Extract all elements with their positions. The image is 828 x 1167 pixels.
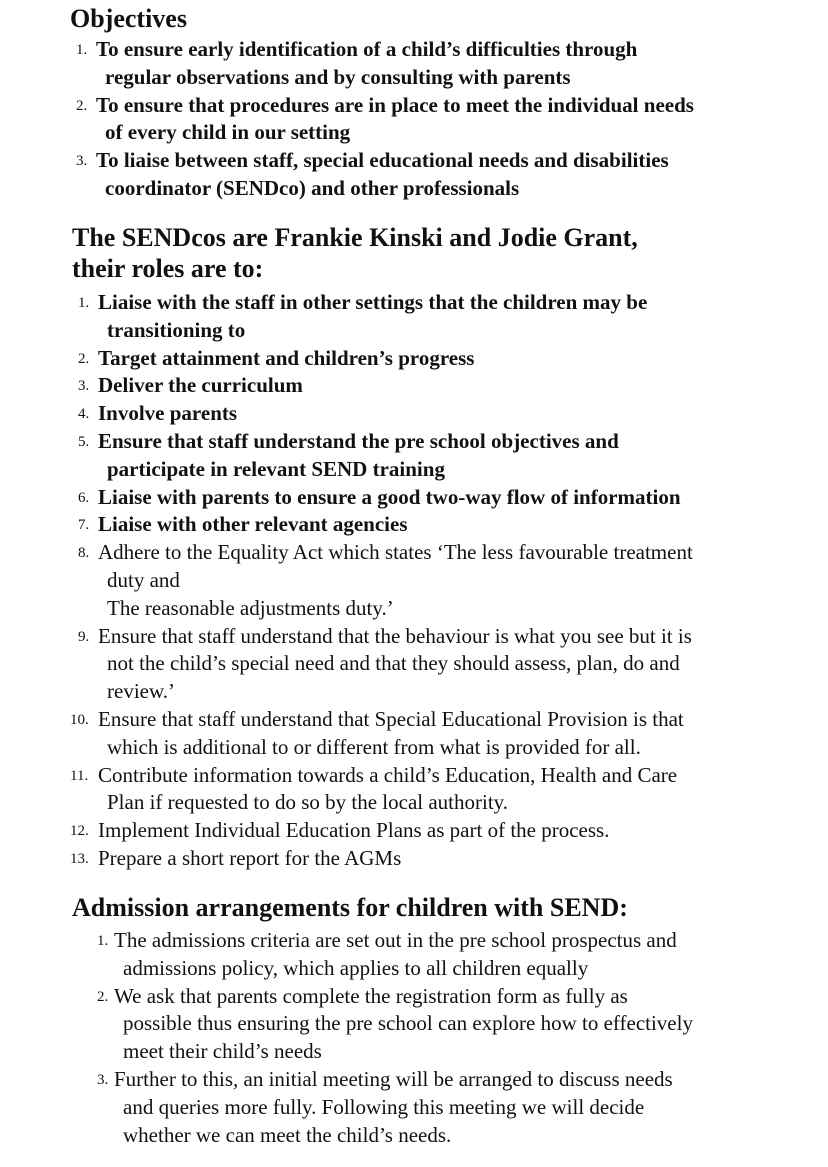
list-item-text-line: possible thus ensuring the pre school can explore how to effectively <box>123 1011 693 1036</box>
list-number: 2. <box>76 97 88 114</box>
list-item <box>78 539 693 622</box>
list-number: 12. <box>70 823 89 840</box>
list-item-text-line: Ensure that staff understand the pre school objectives and <box>98 428 619 453</box>
list-item-text-line: review.’ <box>107 679 176 704</box>
list-item-text-line: admissions policy, which applies to all children equally <box>123 955 589 980</box>
list-item-text-line: of every child in our setting <box>105 120 351 145</box>
list-item <box>78 511 693 539</box>
sendcos-heading-line1: The SENDcos are Frankie Kinski and Jodie Grant, <box>72 223 638 252</box>
list-item-text-line: Liaise with the staff in other settings that the children may be <box>98 290 648 314</box>
list-number: 5. <box>78 433 90 450</box>
list-number: 3. <box>76 153 88 170</box>
list-item <box>70 762 693 818</box>
list-item-text-line: coordinator (SENDco) and other professionals <box>105 175 520 200</box>
list-number: 1. <box>97 933 109 949</box>
list-item-text-line: Ensure that staff understand that Special Educational Provision is that <box>98 706 684 731</box>
list-number: 7. <box>78 517 90 534</box>
list-item <box>76 92 694 148</box>
list-item <box>97 927 693 983</box>
list-number: 1. <box>76 42 88 58</box>
list-item-text-line: Liaise with parents to ensure a good two-way flow of information <box>98 484 681 509</box>
list-item <box>97 1066 693 1149</box>
list-item-text-line: duty and <box>107 567 180 592</box>
list-number: 3. <box>97 1071 109 1088</box>
list-item <box>78 289 693 345</box>
list-item <box>78 484 693 512</box>
list-number: 1. <box>78 295 90 311</box>
list-item-text-line: The reasonable adjustments duty.’ <box>107 595 394 620</box>
list-item-text-line: regular observations and by consulting with parents <box>105 64 571 89</box>
list-number: 8. <box>78 545 90 562</box>
list-item <box>70 845 693 873</box>
list-item-text-line: Prepare a short report for the AGMs <box>98 845 402 870</box>
list-item-text-line: To ensure that procedures are in place to meet the individual needs <box>96 92 694 117</box>
list-item-text-line: Ensure that staff understand that the behaviour is what you see but it is <box>98 623 692 648</box>
list-item-text-line: meet their child’s needs <box>123 1039 322 1064</box>
list-item-text-line: transitioning to <box>107 317 246 342</box>
list-item-text-line: not the child’s special need and that they should assess, plan, do and <box>107 651 680 676</box>
list-item <box>78 428 693 484</box>
list-item <box>78 400 693 428</box>
list-item <box>78 372 693 400</box>
list-item <box>70 706 693 762</box>
list-item-text-line: which is additional to or different from what is provided for all. <box>107 734 641 759</box>
list-item <box>76 147 694 203</box>
list-number: 2. <box>78 350 90 367</box>
list-number: 2. <box>97 988 109 1005</box>
list-item-text-line: To ensure early identification of a child’s difficulties through <box>96 37 638 61</box>
list-item-text-line: The admissions criteria are set out in the pre school prospectus and <box>114 928 677 952</box>
list-number: 6. <box>78 489 90 506</box>
list-number: 10. <box>70 711 89 728</box>
sendcos-heading-line2: their roles are to: <box>72 254 264 283</box>
objectives-heading: Objectives <box>70 4 187 33</box>
list-item-text-line: To liaise between staff, special educational needs and disabilities <box>96 148 669 173</box>
admission-list <box>97 927 693 1149</box>
list-number: 4. <box>78 406 90 423</box>
list-item <box>78 345 693 373</box>
list-item-text-line: Adhere to the Equality Act which states ‘The less favourable treatment <box>98 540 693 565</box>
admission-heading: Admission arrangements for children with SEND: <box>72 893 628 922</box>
sendco-roles-list <box>70 289 693 873</box>
list-number: 3. <box>78 378 90 395</box>
list-item-text-line: Deliver the curriculum <box>98 373 303 398</box>
list-item-text-line: Contribute information towards a child’s Education, Health and Care <box>98 762 678 787</box>
list-item-text-line: Further to this, an initial meeting will be arranged to discuss needs <box>114 1066 673 1091</box>
list-item-text-line: Liaise with other relevant agencies <box>98 512 408 537</box>
list-number: 9. <box>78 628 90 645</box>
list-item <box>76 36 694 92</box>
list-item <box>78 623 693 706</box>
list-number: 13. <box>70 850 89 867</box>
list-item-text-line: Target attainment and children’s progress <box>98 345 475 370</box>
list-item-text-line: and queries more fully. Following this meeting we will decide <box>123 1094 645 1119</box>
list-item <box>97 983 693 1066</box>
list-item-text-line: Plan if requested to do so by the local authority. <box>107 790 509 815</box>
list-item-text-line: whether we can meet the child’s needs. <box>123 1122 452 1147</box>
list-item-text-line: participate in relevant SEND training <box>107 456 445 481</box>
list-item-text-line: We ask that parents complete the registration form as fully as <box>114 983 628 1008</box>
list-item-text-line: Involve parents <box>98 401 238 426</box>
objectives-list <box>76 36 694 203</box>
list-item <box>70 817 693 845</box>
list-number: 11. <box>70 767 89 784</box>
list-item-text-line: Implement Individual Education Plans as part of the process. <box>98 818 610 843</box>
